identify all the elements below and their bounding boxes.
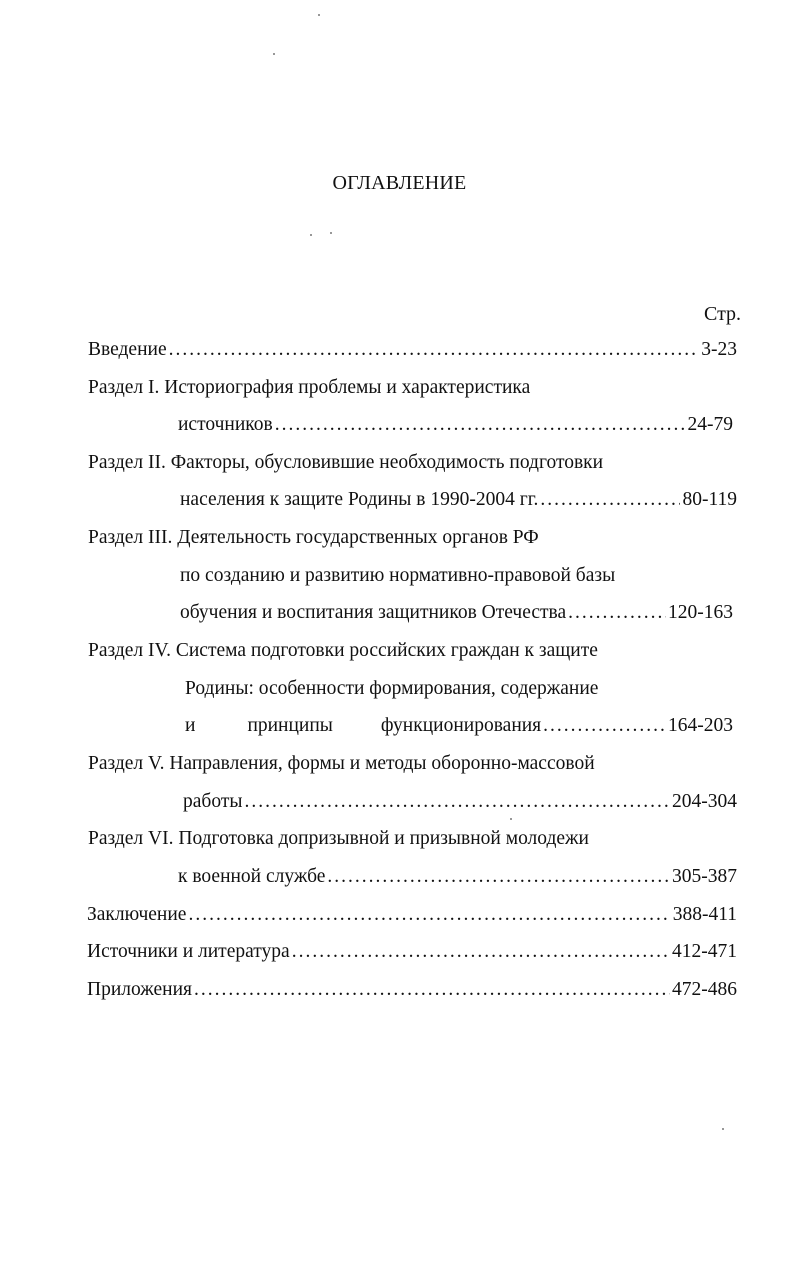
toc-entry-pages: 388-411 [672,904,737,925]
scan-speck [722,1128,724,1130]
toc-entry-sources[interactable] [87,939,737,965]
toc-entry-pages: 3-23 [701,339,737,360]
toc-entry-pages: 24-79 [687,414,733,435]
toc-leader-dots [194,977,670,1003]
toc-entry-pages: 164-203 [668,715,733,736]
toc-entry-section-3[interactable] [180,600,733,626]
toc-word: и [185,715,196,736]
toc-leader-dots [540,487,680,513]
toc-entry-pages: 120-163 [668,602,733,623]
toc-entry-section-6[interactable] [178,864,737,890]
scan-speck [330,232,332,234]
toc-entry-section-4-line1[interactable]: Раздел IV. Система подготовки российских граждан к защите [88,640,598,661]
toc-entry-label [185,713,541,739]
toc-entry-section-4[interactable] [185,713,733,739]
page-title: ОГЛАВЛЕНИЕ [332,172,467,194]
toc-entry-pages: 412-471 [672,941,737,962]
scan-speck [510,818,512,820]
toc-entry-section-3-line1[interactable]: Раздел III. Деятельность государственных органов РФ [88,527,539,548]
toc-entry-pages: 204-304 [672,791,737,812]
scan-speck [273,53,275,55]
toc-entry-section-1[interactable] [178,412,733,438]
toc-leader-dots [188,902,670,928]
toc-leader-dots [275,412,686,438]
toc-entry-conclusion[interactable] [87,902,737,928]
page-column-label: Стр. [704,303,742,325]
toc-leader-dots [292,939,670,965]
toc-leader-dots [568,600,666,626]
toc-leader-dots [327,864,670,890]
toc-entry-label: Источники и литература [87,941,290,962]
toc-entry-appendix[interactable] [87,977,737,1003]
toc-entry-section-5-line1[interactable]: Раздел V. Направления, формы и методы оборонно-массовой [88,753,595,774]
toc-entry-label: к военной службе [178,866,326,887]
toc-entry-section-4-line2[interactable]: Родины: особенности формирования, содержание [185,678,599,699]
toc-entry-section-6-line1[interactable]: Раздел VI. Подготовка допризывной и призывной молодежи [88,828,589,849]
toc-entry-pages: 80-119 [682,489,737,510]
toc-entry-label: Приложения [87,979,192,1000]
toc-entry-label: обучения и воспитания защитников Отечества [180,602,567,623]
toc-entry-section-2-line1[interactable]: Раздел II. Факторы, обусловившие необходимость подготовки [88,452,604,473]
toc-entry-section-1-line1[interactable]: Раздел I. Историография проблемы и характеристика [88,377,531,398]
toc-leader-dots [543,713,666,739]
toc-entry-label: работы [183,791,243,812]
toc-word: принципы [247,715,333,736]
toc-word: функционирования [380,715,542,736]
toc-entry-section-3-line2[interactable]: по созданию и развитию нормативно-правовой базы [180,565,616,586]
toc-entry-label: Заключение [87,904,187,925]
scan-speck [310,234,312,236]
toc-entry-pages: 305-387 [672,866,737,887]
toc-entry-intro[interactable] [88,337,737,363]
toc-leader-dots [169,337,700,363]
toc-entry-label: населения к защите Родины в 1990-2004 гг. [180,489,539,510]
toc-leader-dots [244,789,670,815]
scan-speck [318,14,320,16]
toc-entry-section-2[interactable] [180,487,737,513]
toc-entry-section-5[interactable] [183,789,737,815]
toc-entry-label: Введение [88,339,167,360]
toc-entry-pages: 472-486 [672,979,737,1000]
toc-entry-label: источников [178,414,273,435]
